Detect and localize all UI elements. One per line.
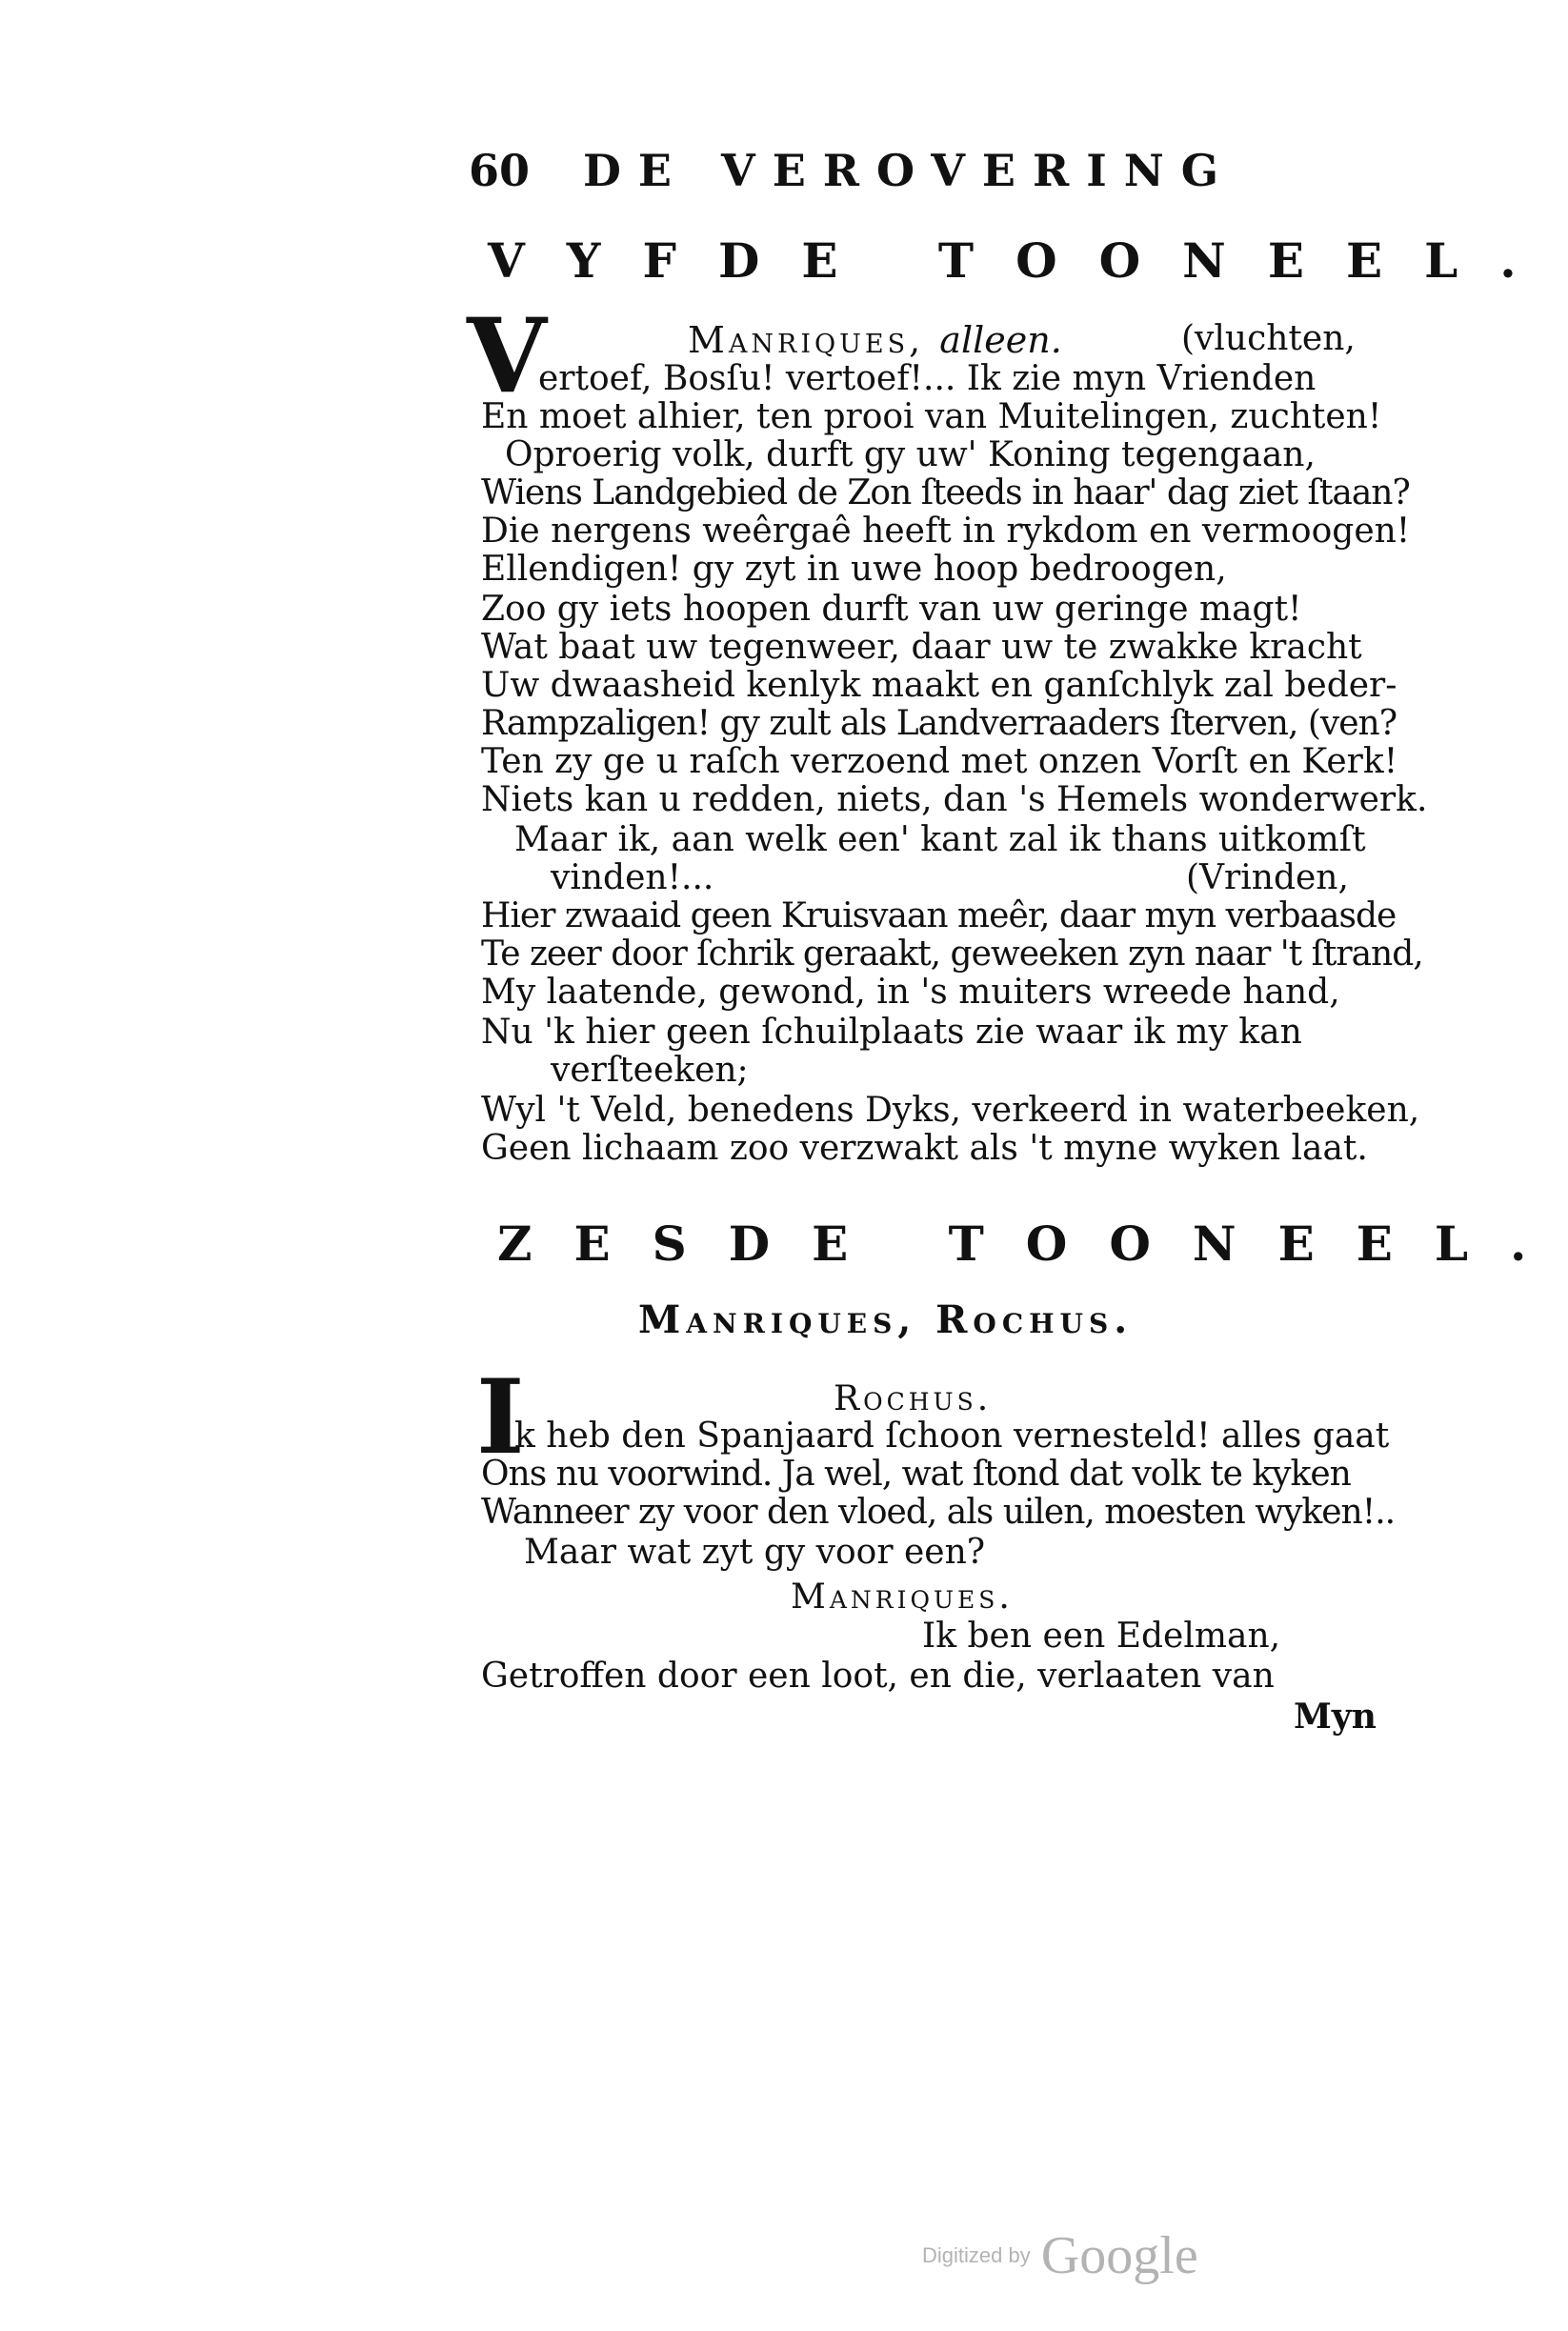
scene6-persons: Manriques, Rochus.: [638, 1297, 1134, 1342]
verse-line: Ellendigen! gy zyt in uwe hoop bedroogen,: [481, 550, 1227, 589]
verse-line: ertoef, Bosſu! vertoef!... Ik zie myn Vrienden: [538, 359, 1317, 398]
verse-line: My laatende, gewond, in 's muiters wreede hand,: [481, 973, 1340, 1012]
verse-line: Wanneer zy voor den vloed, als uilen, moesten wyken!..: [481, 1493, 1396, 1532]
verse-line: Nu 'k hier geen ſchuilplaats zie waar ik my kan: [481, 1013, 1302, 1052]
verse-line: vinden!...: [551, 858, 714, 897]
verse-line: Maar ik, aan welk een' kant zal ik thans uitkomſt: [514, 820, 1366, 859]
digitized-by-google-watermark: [922, 2225, 1198, 2286]
verse-line: k heb den Spanjaard ſchoon vernesteld! alles gaat: [514, 1417, 1390, 1456]
catchword: Myn: [1294, 1697, 1377, 1737]
verse-line: Wyl 't Veld, benedens Dyks, verkeerd in waterbeeken,: [481, 1091, 1420, 1130]
verse-line: (Vrinden,: [1186, 858, 1349, 897]
verse-line: Die nergens weêrgaê heeft in rykdom en vermoogen!: [481, 512, 1411, 551]
verse-line: Rampzaligen! gy zult als Landverraaders ſterven, (ven?: [481, 704, 1397, 743]
verse-line: Zoo gy iets hoopen durft van uw geringe magt!: [481, 590, 1302, 629]
verse-line: Maar wat zyt gy voor een?: [524, 1533, 986, 1572]
verse-line: Hier zwaaid geen Kruisvaan meêr, daar myn verbaasde: [481, 896, 1397, 935]
verse-line: Geen lichaam zoo verzwakt als 't myne wyken laat.: [481, 1129, 1368, 1168]
speaker-rochus: Rochus.: [834, 1379, 993, 1418]
verse-line: Ik ben een Edelman,: [922, 1617, 1281, 1656]
speaker-name: Manriques,: [688, 319, 925, 361]
google-logo: Google: [1040, 2226, 1198, 2285]
verse-line: Wat baat uw tegenweer, daar uw te zwakke kracht: [481, 628, 1362, 667]
stage-direction: alleen.: [939, 319, 1062, 361]
verse-continuation: (vluchten,: [1181, 319, 1356, 358]
verse-line: Ten zy ge u raſch verzoend met onzen Vorſt en Kerk!: [481, 742, 1398, 781]
verse-line: Oproerig volk, durft gy uw' Koning tegengaan,: [505, 435, 1316, 474]
verse-line: verſteeken;: [551, 1051, 749, 1090]
drop-cap-v: V: [467, 296, 547, 416]
verse-line: Te zeer door ſchrik geraakt, geweeken zyn naar 't ſtrand,: [481, 934, 1423, 974]
running-head: [469, 145, 1236, 196]
running-title: DE VEROVERING: [583, 145, 1236, 196]
verse-line: Niets kan u redden, niets, dan 's Hemels wonderwerk.: [481, 780, 1428, 819]
verse-line: Getroffen door een loot, en die, verlaaten van: [481, 1657, 1275, 1696]
verse-line: En moet alhier, ten prooi van Muitelingen, zuchten!: [481, 397, 1382, 436]
verse-line: Uw dwaasheid kenlyk maakt en ganſchlyk zal beder-: [481, 666, 1397, 705]
watermark-prefix: Digitized by: [922, 2243, 1031, 2267]
page-number: 60: [469, 145, 531, 196]
speaker-manriques: Manriques.: [791, 1577, 1014, 1617]
verse-line: Wiens Landgebied de Zon ſteeds in haar' dag ziet ſtaan?: [481, 473, 1410, 512]
verse-line: Ons nu voorwind. Ja wel, wat ſtond dat volk te kyken: [481, 1455, 1351, 1494]
scene5-speaker-line: [688, 319, 1062, 361]
scene-heading-5: VYFDE TOONEEL.: [488, 232, 1558, 289]
scene-heading-6: ZESDE TOONEEL.: [497, 1216, 1568, 1272]
drop-cap-i: I: [476, 1357, 525, 1477]
